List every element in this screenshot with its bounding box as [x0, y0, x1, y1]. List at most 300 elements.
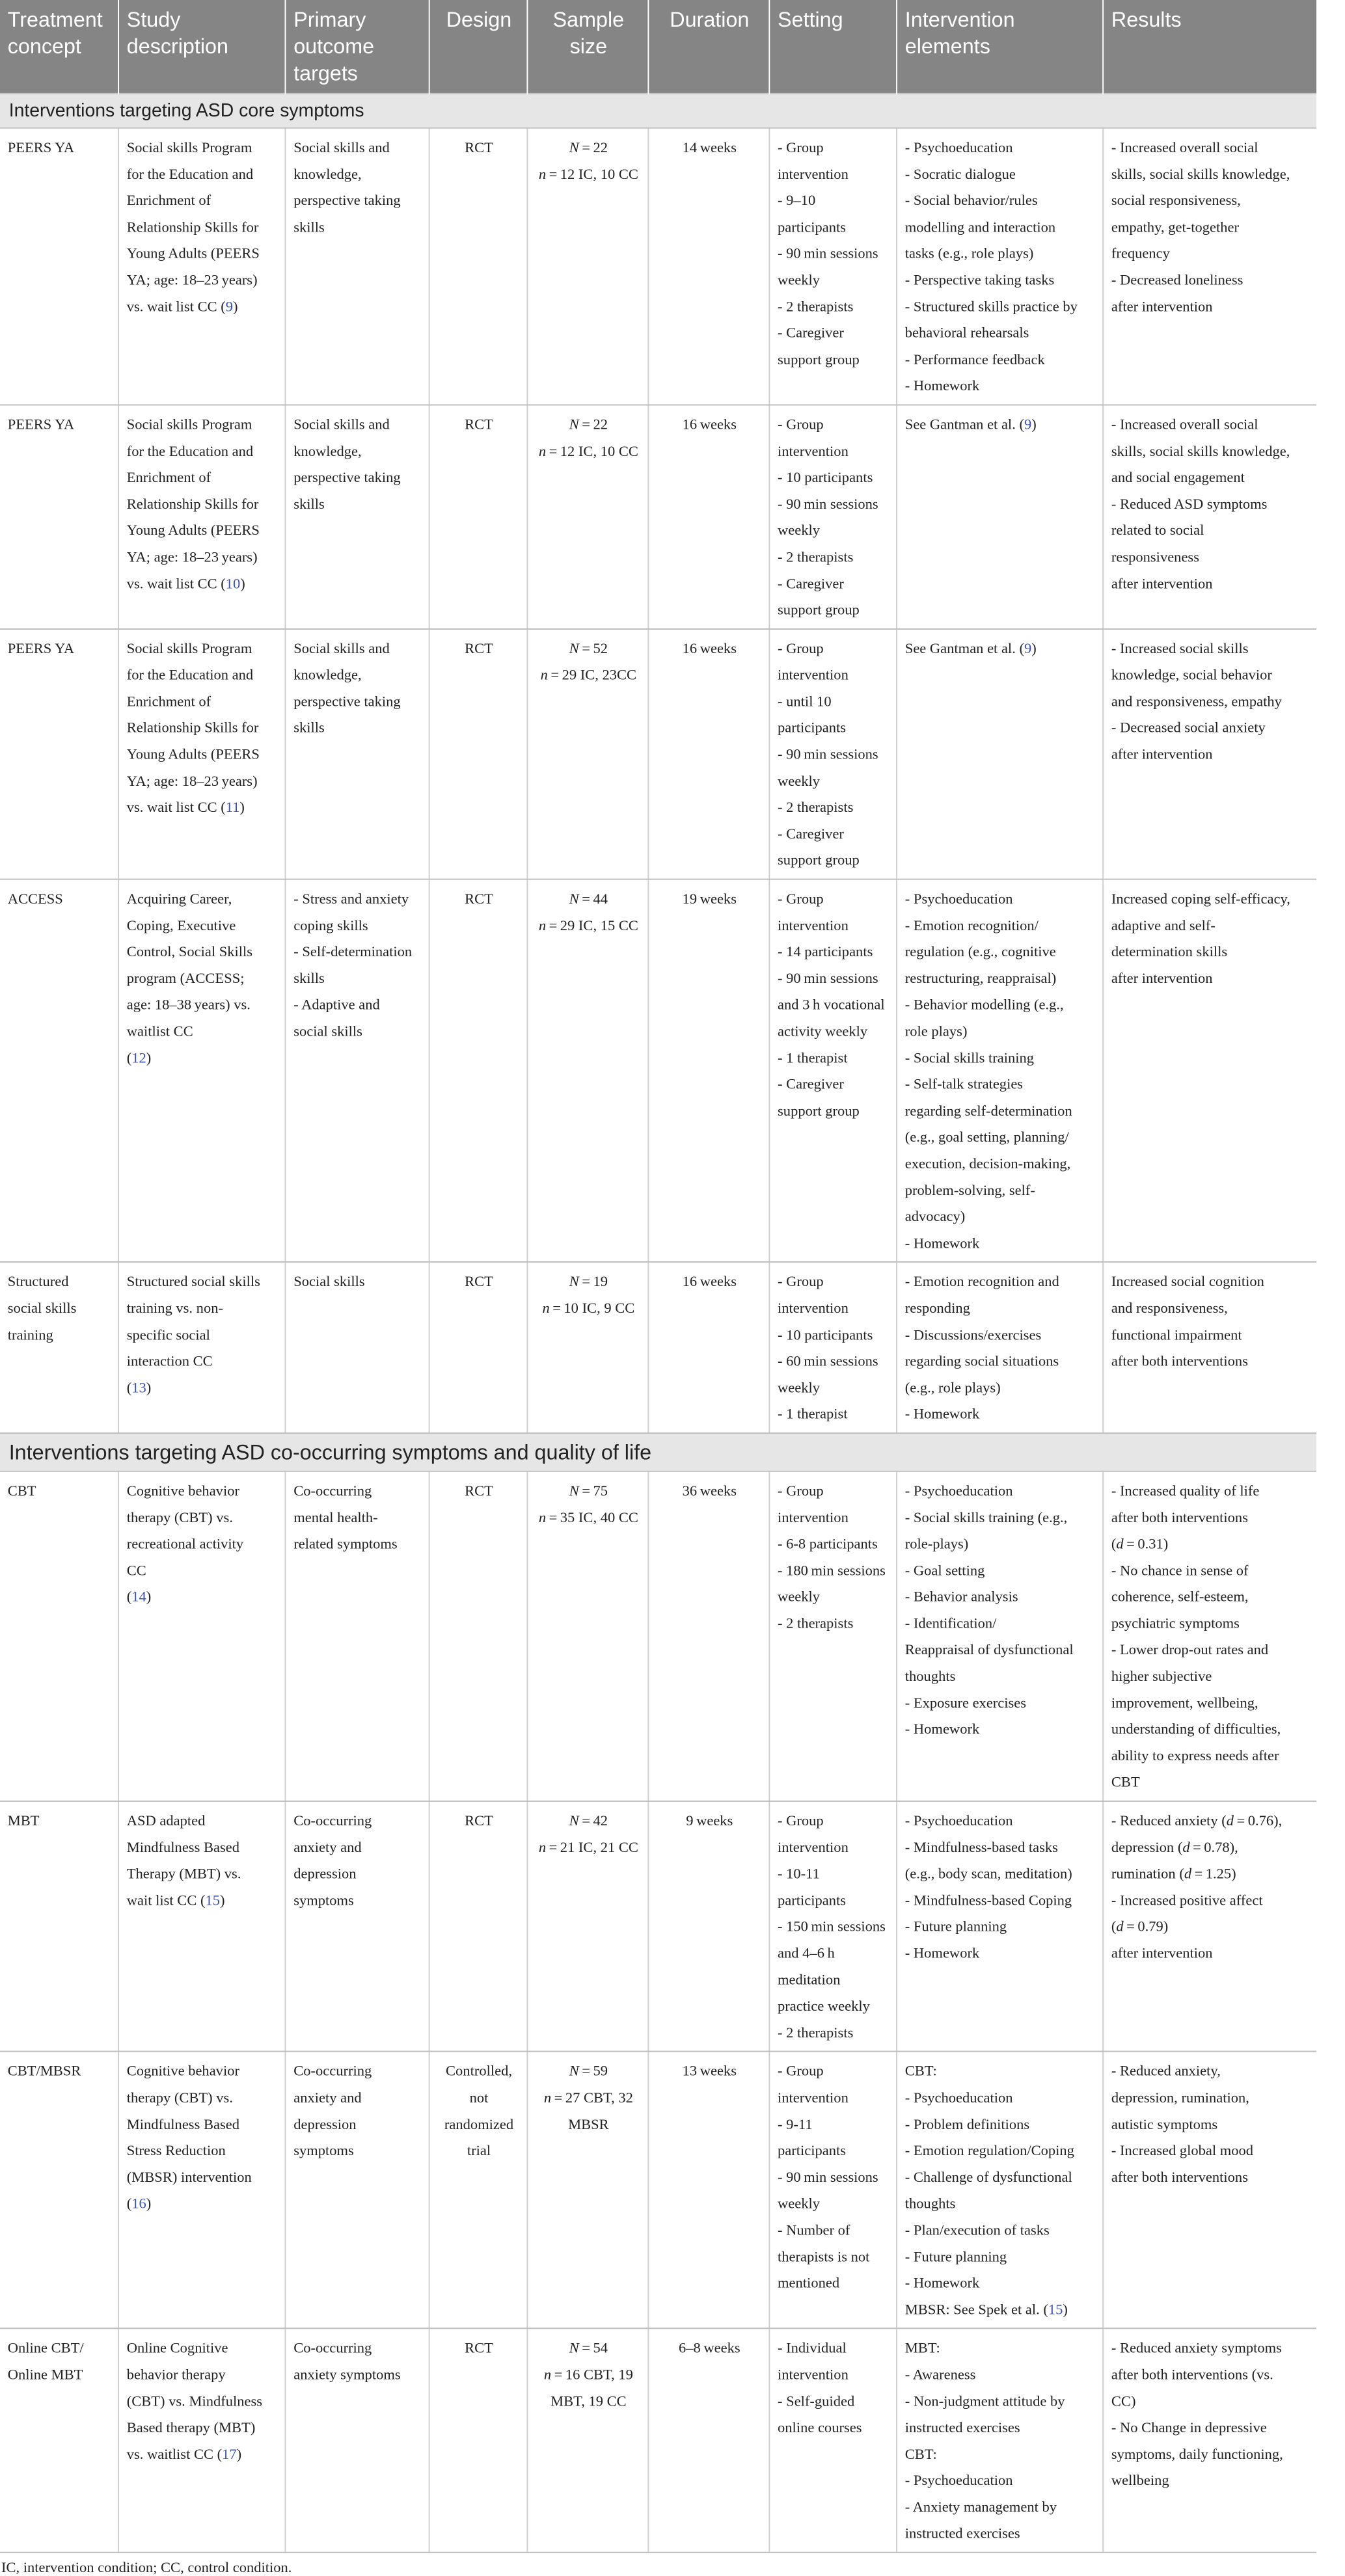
cell-line: - Psychoeducation: [904, 2089, 1013, 2106]
cell-sample-size: [527, 2052, 648, 2329]
cell-results: [1103, 879, 1316, 1263]
table-row: [0, 879, 1316, 1263]
cell-line: MBT:: [904, 2340, 940, 2356]
cell-line: Enrichment of: [126, 192, 211, 209]
cell-line: N = 59: [569, 2063, 608, 2079]
section-header-row: [0, 94, 1316, 128]
cell-design: [429, 1471, 528, 1801]
cell-line: Mindfulness Based: [126, 1839, 239, 1855]
cell-line: - Lower drop-out rates and: [1111, 1641, 1269, 1658]
cell-line: specific social: [126, 1326, 210, 1343]
cell-line: symptoms: [293, 2142, 354, 2159]
cell-line: Young Adults (PEERS: [126, 522, 260, 539]
cell-line: - Performance feedback: [904, 351, 1045, 368]
cell-line: tasks (e.g., role plays): [904, 245, 1034, 262]
cell-line: Based therapy (MBT): [126, 2419, 256, 2435]
cell-line: Social skills Program: [126, 416, 252, 433]
cell-line: determination skills: [1111, 943, 1228, 960]
cell-line: knowledge, social behavior: [1111, 667, 1272, 683]
cell-line: - Group: [778, 1273, 824, 1290]
cell-line: n = 16 CBT, 19: [543, 2366, 633, 2383]
cell-line: N = 19: [569, 1273, 608, 1290]
cell-primary-outcome-targets: [285, 629, 429, 879]
cell-line: Co-occurring: [293, 1483, 372, 1499]
cell-line: MBT: [7, 1812, 40, 1829]
cell-line: - 2 therapists: [778, 2024, 854, 2041]
cell-line: Mindfulness Based: [126, 2115, 239, 2132]
cell-line: - 2 therapists: [778, 548, 854, 565]
cell-line: depression: [293, 2115, 357, 2132]
cell-line: - Decreased social anxiety: [1111, 719, 1266, 736]
cell-treatment-concept: [0, 128, 118, 405]
cell-treatment-concept: [0, 2329, 118, 2553]
cell-line: support group: [778, 602, 860, 618]
cell-line: wellbeing: [1111, 2472, 1169, 2489]
cell-line: - 10 participants: [778, 1326, 873, 1343]
cell-line: skills, social skills knowledge,: [1111, 442, 1290, 459]
cell-line: support group: [778, 852, 860, 868]
cell-line: frequency: [1111, 245, 1170, 262]
cell-line: MBSR: [568, 2115, 609, 2132]
cell-line: perspective taking: [293, 192, 401, 209]
cell-line: knowledge,: [293, 166, 362, 182]
cell-line: for the Education and: [126, 166, 254, 182]
cell-primary-outcome-targets: [285, 405, 429, 628]
cell-line: n = 12 IC, 10 CC: [538, 442, 638, 459]
cell-line: (CBT) vs. Mindfulness: [126, 2393, 262, 2409]
cell-line: vs. wait list CC (10): [126, 575, 245, 591]
cell-results: [1103, 2329, 1316, 2553]
cell-line: responsiveness: [1111, 548, 1199, 565]
cell-line: - Adaptive and: [293, 997, 380, 1013]
cell-duration: [648, 1262, 769, 1433]
cell-line: anxiety and: [293, 2089, 362, 2106]
cell-line: Social skills and: [293, 640, 390, 656]
cell-treatment-concept: [0, 1471, 118, 1801]
cell-sample-size: [527, 2329, 648, 2553]
cell-line: problem-solving, self-: [904, 1182, 1035, 1198]
cell-primary-outcome-targets: [285, 2052, 429, 2329]
cell-treatment-concept: [0, 405, 118, 628]
cell-line: therapy (CBT) vs.: [126, 2089, 233, 2106]
cell-intervention-elements: [897, 1801, 1103, 2052]
cell-line: - Awareness: [904, 2366, 976, 2383]
cell-design: [429, 1262, 528, 1433]
cell-line: RCT: [465, 1273, 493, 1290]
cell-line: anxiety symptoms: [293, 2366, 401, 2383]
table-row: [0, 1262, 1316, 1433]
cell-line: related symptoms: [293, 1535, 398, 1552]
cell-line: training: [7, 1326, 53, 1343]
cell-line: higher subjective: [1111, 1668, 1212, 1684]
cell-line: - Exposure exercises: [904, 1695, 1027, 1711]
cell-line: PEERS YA: [7, 416, 75, 433]
cell-line: - 10 participants: [778, 469, 873, 485]
header-primary-outcome-targets: Primary outcome targets: [285, 0, 429, 94]
cell-line: randomized: [444, 2115, 514, 2132]
cell-line: n = 29 IC, 15 CC: [538, 917, 638, 933]
cell-line: weekly: [778, 1589, 821, 1605]
cell-line: CC: [126, 1562, 146, 1579]
cell-line: Online MBT: [7, 2366, 83, 2383]
cell-results: [1103, 629, 1316, 879]
cell-line: empathy, get-together: [1111, 219, 1239, 235]
cell-intervention-elements: [897, 405, 1103, 628]
cell-line: behavior therapy: [126, 2366, 226, 2383]
cell-line: ASD adapted: [126, 1812, 206, 1829]
cell-line: adaptive and self-: [1111, 917, 1216, 933]
cell-line: Social skills and: [293, 139, 390, 155]
cell-line: - Homework: [904, 1721, 980, 1737]
header-treatment-concept: Treatment concept: [0, 0, 118, 94]
table-row: [0, 1801, 1316, 2052]
cell-line: - Increased overall social: [1111, 139, 1258, 155]
cell-line: - Individual: [778, 2340, 847, 2356]
cell-line: - Socratic dialogue: [904, 166, 1016, 182]
cell-sample-size: [527, 1471, 648, 1801]
cell-line: Relationship Skills for: [126, 219, 259, 235]
cell-line: - 10-11: [778, 1865, 820, 1882]
cell-line: 14 weeks: [682, 139, 737, 155]
cell-line: - Discussions/exercises: [904, 1326, 1042, 1343]
cell-line: - Identification/: [904, 1615, 997, 1631]
cell-line: practice weekly: [778, 1998, 870, 2014]
cell-line: modelling and interaction: [904, 219, 1056, 235]
cell-line: - 1 therapist: [778, 1049, 848, 1066]
cell-line: - Increased quality of life: [1111, 1483, 1260, 1499]
cell-line: - Group: [778, 1812, 824, 1829]
cell-line: CBT:: [904, 2446, 937, 2462]
cell-line: therapy (CBT) vs.: [126, 1509, 233, 1525]
cell-design: [429, 629, 528, 879]
cell-design: [429, 128, 528, 405]
cell-primary-outcome-targets: [285, 1262, 429, 1433]
cell-treatment-concept: [0, 2052, 118, 2329]
cell-results: [1103, 405, 1316, 628]
cell-line: - 180 min sessions: [778, 1562, 886, 1579]
cell-line: - Number of: [778, 2221, 850, 2238]
cell-line: MBT, 19 CC: [550, 2393, 627, 2409]
cell-line: - Future planning: [904, 2248, 1007, 2264]
cell-line: - Group: [778, 416, 824, 433]
cell-line: and responsiveness, empathy: [1111, 693, 1282, 710]
cell-results: [1103, 2052, 1316, 2329]
cell-line: - 1 therapist: [778, 1406, 848, 1422]
cell-line: depression: [293, 1865, 357, 1882]
cell-line: - Emotion recognition/: [904, 917, 1039, 933]
cell-line: behavioral rehearsals: [904, 325, 1029, 341]
cell-line: CBT: [7, 1483, 36, 1499]
cell-line: - Homework: [904, 1235, 980, 1251]
cell-line: CC): [1111, 2393, 1136, 2409]
cell-line: Control, Social Skills: [126, 943, 253, 960]
cell-line: waitlist CC: [126, 1023, 193, 1040]
cell-line: Increased social cognition: [1111, 1273, 1264, 1290]
cell-line: - Problem definitions: [904, 2115, 1030, 2132]
cell-line: vs. waitlist CC (17): [126, 2446, 242, 2462]
cell-line: Enrichment of: [126, 693, 211, 710]
cell-intervention-elements: [897, 2329, 1103, 2553]
cell-line: and 4–6 h: [778, 1945, 835, 1961]
cell-line: N = 75: [569, 1483, 608, 1499]
cell-line: - 9–10: [778, 192, 816, 209]
cell-line: See Gantman et al. (9): [904, 640, 1037, 656]
cell-line: - Increased overall social: [1111, 416, 1258, 433]
table-row: [0, 1471, 1316, 1801]
cell-line: Cognitive behavior: [126, 1483, 239, 1499]
cell-line: 16 weeks: [682, 1273, 737, 1290]
cell-line: 6–8 weeks: [679, 2340, 740, 2356]
cell-line: - Anxiety management by: [904, 2499, 1057, 2515]
section-title: Interventions targeting ASD co-occurring symptoms and quality of life: [0, 1433, 1316, 1471]
cell-line: knowledge,: [293, 667, 362, 683]
cell-line: related to social: [1111, 522, 1204, 539]
cell-line: wait list CC (15): [126, 1892, 225, 1909]
cell-line: perspective taking: [293, 693, 401, 710]
cell-line: training vs. non-: [126, 1300, 223, 1317]
cell-sample-size: [527, 629, 648, 879]
cell-line: PEERS YA: [7, 139, 75, 155]
cell-line: Structured: [7, 1273, 69, 1290]
cell-duration: [648, 405, 769, 628]
cell-line: intervention: [778, 166, 849, 182]
cell-line: - Plan/execution of tasks: [904, 2221, 1050, 2238]
cell-line: ACCESS: [7, 891, 63, 907]
cell-line: after both interventions (vs.: [1111, 2366, 1273, 2383]
cell-line: for the Education and: [126, 442, 254, 459]
cell-line: - 9-11: [778, 2115, 813, 2132]
cell-line: - Group: [778, 139, 824, 155]
cell-line: - Homework: [904, 1406, 980, 1422]
cell-line: (e.g., body scan, meditation): [904, 1865, 1072, 1882]
cell-results: [1103, 1471, 1316, 1801]
cell-line: support group: [778, 351, 860, 368]
cell-line: execution, decision-making,: [904, 1155, 1071, 1172]
cell-primary-outcome-targets: [285, 1801, 429, 2052]
cell-line: - Group: [778, 640, 824, 656]
cell-line: - Caregiver: [778, 575, 844, 591]
cell-line: - Emotion regulation/Coping: [904, 2142, 1074, 2159]
header-design: Design: [429, 0, 528, 94]
cell-line: (MBSR) intervention: [126, 2169, 252, 2185]
cell-line: Co-occurring: [293, 1812, 372, 1829]
cell-setting: [769, 879, 897, 1263]
cell-line: skills: [293, 496, 325, 512]
cell-line: recreational activity: [126, 1535, 244, 1552]
cell-line: role plays): [904, 1023, 968, 1040]
cell-study-description: [118, 2329, 285, 2553]
cell-line: - Homework: [904, 2275, 980, 2291]
cell-line: rumination (d = 1.25): [1111, 1865, 1236, 1882]
cell-duration: [648, 1471, 769, 1801]
cell-line: participants: [778, 2142, 847, 2159]
cell-line: Structured social skills: [126, 1273, 260, 1290]
header-intervention-elements: Intervention elements: [897, 0, 1103, 94]
table-row: [0, 629, 1316, 879]
cell-line: age: 18–38 years) vs.: [126, 997, 251, 1013]
cell-line: knowledge,: [293, 442, 362, 459]
cell-line: N = 44: [569, 891, 608, 907]
cell-line: RCT: [465, 640, 493, 656]
cell-duration: [648, 1801, 769, 2052]
cell-study-description: [118, 128, 285, 405]
cell-line: n = 21 IC, 21 CC: [538, 1839, 638, 1855]
cell-setting: [769, 405, 897, 628]
cell-line: - Decreased loneliness: [1111, 271, 1243, 288]
cell-line: participants: [778, 1892, 847, 1909]
cell-line: (16): [126, 2195, 152, 2212]
cell-line: N = 42: [569, 1812, 608, 1829]
cell-line: - Increased global mood: [1111, 2142, 1254, 2159]
cell-line: restructuring, reappraisal): [904, 970, 1057, 986]
cell-setting: [769, 1801, 897, 2052]
header-row: [0, 0, 1316, 94]
cell-line: - Homework: [904, 1945, 980, 1961]
cell-line: n = 27 CBT, 32: [543, 2089, 633, 2106]
cell-study-description: [118, 2052, 285, 2329]
cell-line: interaction CC: [126, 1352, 213, 1369]
cell-sample-size: [527, 128, 648, 405]
cell-line: online courses: [778, 2419, 862, 2435]
cell-line: mental health-: [293, 1509, 378, 1525]
cell-line: Therapy (MBT) vs.: [126, 1865, 241, 1882]
cell-line: autistic symptoms: [1111, 2115, 1218, 2132]
cell-study-description: [118, 1471, 285, 1801]
cell-line: - Mindfulness-based Coping: [904, 1892, 1072, 1909]
cell-line: intervention: [778, 1300, 849, 1317]
cell-line: MBSR: See Spek et al. (15): [904, 2301, 1068, 2318]
cell-line: RCT: [465, 416, 493, 433]
cell-line: - Group: [778, 891, 824, 907]
cell-line: intervention: [778, 2366, 849, 2383]
cell-line: - 90 min sessions: [778, 496, 878, 512]
cell-line: RCT: [465, 1812, 493, 1829]
cell-line: 13 weeks: [682, 2063, 737, 2079]
cell-line: symptoms: [293, 1892, 354, 1909]
cell-intervention-elements: [897, 1471, 1103, 1801]
cell-setting: [769, 1262, 897, 1433]
cell-line: social skills: [293, 1023, 362, 1040]
cell-line: vs. wait list CC (9): [126, 298, 238, 315]
cell-study-description: [118, 1262, 285, 1433]
cell-study-description: [118, 1801, 285, 2052]
section-title: Interventions targeting ASD core symptoms: [0, 94, 1316, 128]
cell-line: - Homework: [904, 377, 980, 394]
cell-line: Co-occurring: [293, 2063, 372, 2079]
cell-line: N = 52: [569, 640, 608, 656]
cell-treatment-concept: [0, 1801, 118, 2052]
cell-line: after intervention: [1111, 575, 1213, 591]
table-body: [0, 94, 1316, 2553]
cell-line: - Increased positive affect: [1111, 1892, 1263, 1909]
cell-line: Acquiring Career,: [126, 891, 232, 907]
cell-line: perspective taking: [293, 469, 401, 485]
cell-line: depression (d = 0.78),: [1111, 1839, 1238, 1855]
cell-line: - 90 min sessions: [778, 2169, 878, 2185]
cell-line: (e.g., goal setting, planning/: [904, 1129, 1069, 1146]
cell-intervention-elements: [897, 1262, 1103, 1433]
cell-duration: [648, 2329, 769, 2553]
cell-line: trial: [467, 2142, 491, 2159]
cell-line: Stress Reduction: [126, 2142, 226, 2159]
section-header-row: [0, 1433, 1316, 1471]
cell-line: Social skills Program: [126, 139, 252, 155]
cell-line: thoughts: [904, 1668, 956, 1684]
cell-line: n = 35 IC, 40 CC: [538, 1509, 638, 1525]
cell-line: instructed exercises: [904, 2419, 1020, 2435]
cell-study-description: [118, 879, 285, 1263]
cell-line: 9 weeks: [686, 1812, 733, 1829]
cell-line: weekly: [778, 772, 821, 789]
cell-line: Coping, Executive: [126, 917, 236, 933]
cell-line: intervention: [778, 917, 849, 933]
cell-line: N = 54: [569, 2340, 608, 2356]
cell-duration: [648, 629, 769, 879]
cell-line: and social engagement: [1111, 469, 1245, 485]
cell-line: (d = 0.31): [1111, 1535, 1169, 1552]
cell-line: Relationship Skills for: [126, 496, 259, 512]
cell-line: intervention: [778, 2089, 849, 2106]
cell-line: social skills: [7, 1300, 77, 1317]
cell-line: Social skills: [293, 1273, 365, 1290]
cell-line: participants: [778, 219, 847, 235]
cell-line: (12): [126, 1049, 152, 1066]
cell-line: intervention: [778, 442, 849, 459]
cell-line: - 14 participants: [778, 943, 873, 960]
cell-line: - Psychoeducation: [904, 1483, 1013, 1499]
cell-line: CBT/MBSR: [7, 2063, 81, 2079]
cell-line: social responsiveness,: [1111, 192, 1241, 209]
cell-line: 19 weeks: [682, 891, 737, 907]
cell-line: - No chance in sense of: [1111, 1562, 1249, 1579]
cell-treatment-concept: [0, 879, 118, 1263]
cell-line: thoughts: [904, 2195, 956, 2212]
cell-line: role-plays): [904, 1535, 969, 1552]
cell-line: (e.g., role plays): [904, 1379, 1001, 1396]
cell-line: 16 weeks: [682, 640, 737, 656]
header-sample-size: Sample size: [527, 0, 648, 94]
cell-line: - Psychoeducation: [904, 2472, 1013, 2489]
cell-study-description: [118, 405, 285, 628]
cell-treatment-concept: [0, 1262, 118, 1433]
cell-line: - Reduced anxiety (d = 0.76),: [1111, 1812, 1283, 1829]
cell-study-description: [118, 629, 285, 879]
cell-line: after intervention: [1111, 1945, 1213, 1961]
cell-line: - Self-guided: [778, 2393, 855, 2409]
cell-line: Relationship Skills for: [126, 719, 259, 736]
cell-line: after intervention: [1111, 298, 1213, 315]
cell-line: Reappraisal of dysfunctional: [904, 1641, 1074, 1658]
cell-line: CBT:: [904, 2063, 937, 2079]
cell-line: - Psychoeducation: [904, 139, 1013, 155]
cell-line: N = 22: [569, 416, 608, 433]
cell-line: symptoms, daily functioning,: [1111, 2446, 1283, 2462]
table-row: [0, 2329, 1316, 2553]
cell-line: Cognitive behavior: [126, 2063, 239, 2079]
cell-line: - Reduced ASD symptoms: [1111, 496, 1268, 512]
cell-line: weekly: [778, 2195, 821, 2212]
cell-line: (d = 0.79): [1111, 1918, 1169, 1935]
cell-line: coherence, self-esteem,: [1111, 1589, 1249, 1605]
cell-line: n = 10 IC, 9 CC: [542, 1300, 635, 1317]
cell-line: 36 weeks: [682, 1483, 737, 1499]
cell-line: after both interventions: [1111, 1509, 1248, 1525]
cell-duration: [648, 128, 769, 405]
cell-line: after both interventions: [1111, 2169, 1248, 2185]
cell-line: for the Education and: [126, 667, 254, 683]
header-study-description: Study description: [118, 0, 285, 94]
cell-line: - Group: [778, 2063, 824, 2079]
